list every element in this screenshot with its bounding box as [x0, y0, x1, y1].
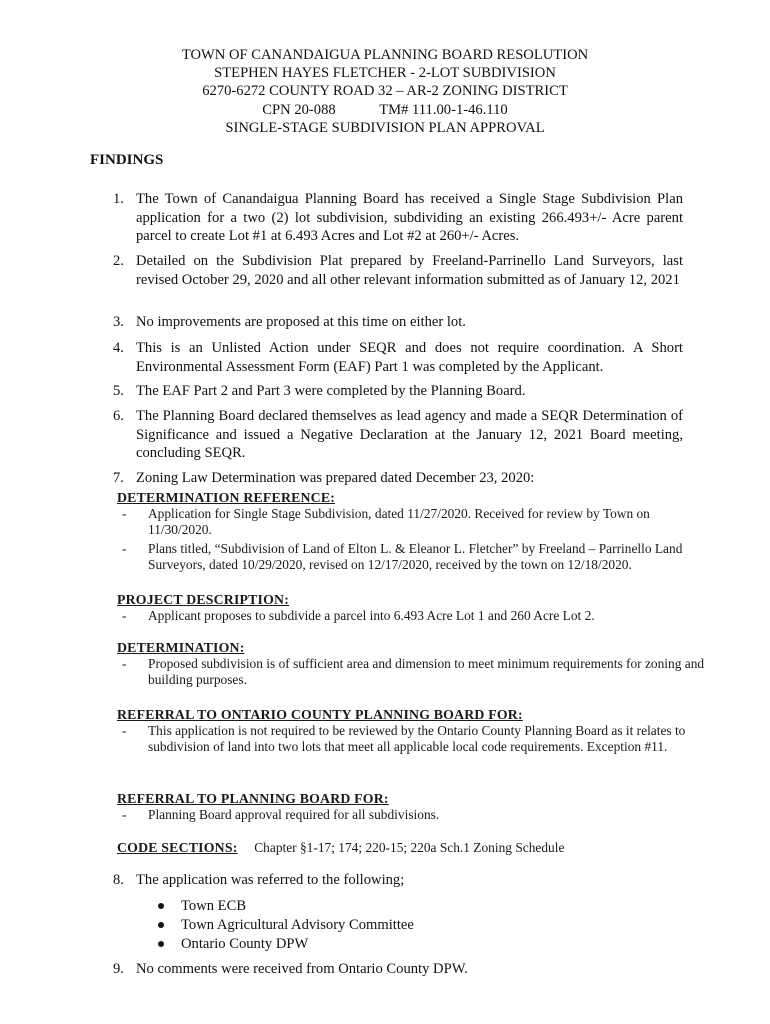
- code-sections-line: [117, 840, 707, 856]
- finding-item: [113, 313, 683, 332]
- referral-board-section: [117, 791, 707, 823]
- finding-number: 5.: [113, 383, 124, 399]
- referral-board-heading: REFERRAL TO PLANNING BOARD FOR:: [117, 791, 389, 806]
- list-item: - Planning Board approval required for all subdivisions.: [122, 807, 440, 823]
- finding-item: [113, 960, 683, 979]
- finding-number: 6.: [113, 408, 124, 424]
- list-item: - Proposed subdivision is of sufficient area and dimension to meet minimum requirements for zoning and building purposes.: [122, 656, 705, 688]
- finding-text: No comments were received from Ontario County DPW.: [136, 961, 468, 977]
- finding-text: Detailed on the Subdivision Plat prepared by Freeland-Parrinello Land Surveyors, last revised October 29, 2020 and all other relevant information submitted as of January 12, 2021: [136, 253, 683, 288]
- project-description-section: [117, 592, 707, 624]
- header-line-2: STEPHEN HAYES FLETCHER - 2-LOT SUBDIVISION: [214, 65, 556, 82]
- header-line-5: SINGLE-STAGE SUBDIVISION PLAN APPROVAL: [225, 119, 545, 136]
- determination-reference-section: [117, 490, 707, 573]
- finding-item: [113, 190, 683, 246]
- header-line-4: CPN 20-088 TM# 111.00-1-46.110: [262, 101, 508, 118]
- referral-county-section: [117, 707, 707, 756]
- finding-number: 3.: [113, 314, 124, 330]
- finding-item: [113, 407, 683, 463]
- resolution-header: [0, 46, 770, 137]
- finding-number: 4.: [113, 340, 124, 356]
- list-item: Town Agricultural Advisory Committee: [157, 916, 414, 935]
- referral-county-heading: REFERRAL TO ONTARIO COUNTY PLANNING BOARD FOR:: [117, 707, 523, 722]
- project-description-heading: PROJECT DESCRIPTION:: [117, 592, 290, 607]
- finding-item: [113, 871, 683, 890]
- finding-text: This is an Unlisted Action under SEQR and does not require coordination. A Short Environmental Assessment Form (EAF) Part 1 was completed by the Applicant.: [136, 340, 683, 375]
- list-item: Town ECB: [157, 897, 414, 916]
- finding-text: The application was referred to the following;: [136, 872, 405, 888]
- list-item: - Applicant proposes to subdivide a parcel into 6.493 Acre Lot 1 and 260 Acre Lot 2.: [122, 608, 595, 624]
- finding-item: [113, 382, 683, 401]
- finding-item: [113, 339, 683, 376]
- list-item: - This application is not required to be reviewed by the Ontario County Planning Board as it relates to subdivision of land into two lots that meet all applicable local code requirements. Exception #11.: [122, 723, 686, 755]
- finding-number: 7.: [113, 470, 124, 486]
- code-sections-heading: CODE SECTIONS:: [117, 840, 238, 855]
- findings-heading: FINDINGS: [90, 152, 164, 168]
- list-item: - Plans titled, “Subdivision of Land of Elton L. & Eleanor L. Fletcher” by Freeland – Parrinello Land Surveyors, dated 10/29/2020, revised on 12/17/2020, received by the town on 12/18/2020.: [122, 540, 683, 572]
- finding-text: Zoning Law Determination was prepared dated December 23, 2020:: [136, 470, 535, 486]
- finding-number: 8.: [113, 872, 124, 888]
- finding-number: 9.: [113, 961, 124, 977]
- header-line-3: 6270-6272 COUNTY ROAD 32 – AR-2 ZONING DISTRICT: [202, 83, 568, 100]
- bullet-icon: [158, 941, 164, 947]
- code-sections-text: Chapter §1-17; 174; 220-15; 220a Sch.1 Zoning Schedule: [254, 840, 565, 855]
- finding-text: No improvements are proposed at this time on either lot.: [136, 314, 466, 330]
- finding-text: The EAF Part 2 and Part 3 were completed by the Planning Board.: [136, 383, 526, 399]
- determination-section: [117, 640, 707, 689]
- determination-reference-heading: DETERMINATION REFERENCE:: [117, 490, 336, 505]
- bullet-icon: [158, 903, 164, 909]
- finding-item: [113, 469, 683, 488]
- bullet-icon: [158, 922, 164, 928]
- determination-heading: DETERMINATION:: [117, 640, 245, 655]
- list-item: Ontario County DPW: [157, 935, 414, 954]
- list-item: - Application for Single Stage Subdivision, dated 11/27/2020. Received for review by Town on 11/30/2020.: [122, 506, 650, 538]
- referral-list: [157, 897, 414, 955]
- header-line-1: TOWN OF CANANDAIGUA PLANNING BOARD RESOLUTION: [181, 47, 589, 63]
- finding-number: 1.: [113, 191, 124, 207]
- finding-text: The Town of Canandaigua Planning Board has received a Single Stage Subdivision Plan application for a two (2) lot subdivision, subdividing an existing 266.493+/- Acre parent parcel to create Lot #1 at 6.493 Acres and Lot #2 at 260+/- Acres.: [136, 191, 683, 245]
- finding-text: The Planning Board declared themselves as lead agency and made a SEQR Determination of Significance and issued a Negative Declaration at the January 12, 2021 Board meeting, concluding SEQR.: [136, 408, 683, 462]
- finding-number: 2.: [113, 253, 124, 269]
- finding-item: [113, 252, 683, 289]
